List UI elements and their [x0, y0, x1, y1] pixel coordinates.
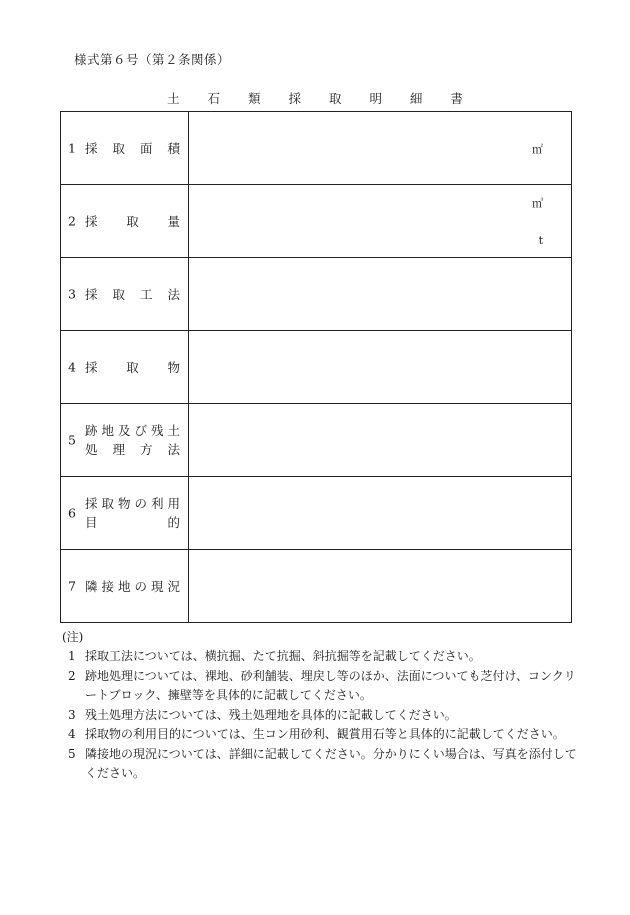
row-label-area: 採 取 面 積: [85, 141, 180, 156]
row-label-quantity: 採 取 量: [85, 214, 180, 229]
row-number: 4: [68, 359, 76, 375]
value-cell-quantity[interactable]: [189, 185, 572, 258]
unit-square-meter: ㎡: [532, 143, 543, 156]
form-identifier: 様式第６号（第２条関係）: [74, 52, 231, 67]
unit-cubic-meter: ㎥: [532, 197, 543, 210]
row-label-site-disposal-line2: 処 理 方 法: [85, 442, 180, 457]
notes-list: [68, 647, 578, 784]
note-item: 4 採取物の利用目的については、生コン用砂利、観賞用石等と具体的に記載してください。: [68, 727, 565, 741]
row-number: 6: [68, 505, 76, 521]
value-cell-method[interactable]: [189, 258, 572, 331]
value-cell-material[interactable]: [189, 331, 572, 404]
notes-heading: (注): [62, 630, 84, 644]
note-item: 2 跡地処理については、裸地、砂利舗装、埋戻し等のほか、法面についても芝付け、コンクリートブロック、擁壁等を具体的に記載してください。: [68, 668, 576, 702]
value-cell-site-disposal[interactable]: [189, 404, 572, 477]
table-row: [61, 185, 572, 258]
value-cell-adjacent-land[interactable]: [189, 550, 572, 623]
row-label-site-disposal-line1: 跡地及び残土: [85, 423, 180, 438]
table-row: [61, 112, 572, 185]
row-number: 2: [68, 213, 76, 229]
note-item: 1 採取工法については、横抗掘、たて抗掘、斜抗掘等を記載してください。: [68, 649, 481, 663]
row-label-purpose-line2: 目 的: [85, 515, 180, 530]
row-label-adjacent-land: 隣接地の現況: [85, 579, 180, 594]
table-row: [61, 404, 572, 477]
table-row: [61, 331, 572, 404]
note-item: 5 隣接地の現況については、詳細に記載してください。分かりにくい場合は、写真を添付してください。: [68, 746, 577, 780]
row-label-purpose-line1: 採取物の利用: [85, 496, 180, 511]
table-row: [61, 477, 572, 550]
table-row: [61, 550, 572, 623]
row-label-material: 採 取 物: [85, 360, 180, 375]
value-cell-purpose[interactable]: [189, 477, 572, 550]
row-number: 7: [68, 578, 76, 594]
specification-table: [60, 111, 572, 623]
note-item: 3 残土処理方法については、残土処理地を具体的に記載してください。: [68, 707, 457, 722]
row-number: 1: [68, 140, 76, 156]
table-row: [61, 258, 572, 331]
row-label-method: 採 取 工 法: [85, 287, 180, 302]
unit-ton: t: [538, 234, 543, 247]
row-number: 3: [68, 286, 76, 302]
value-cell-area[interactable]: [189, 112, 572, 185]
row-number: 5: [68, 432, 76, 448]
document-title: 土 石 類 採 取 明 細 書: [167, 91, 475, 106]
